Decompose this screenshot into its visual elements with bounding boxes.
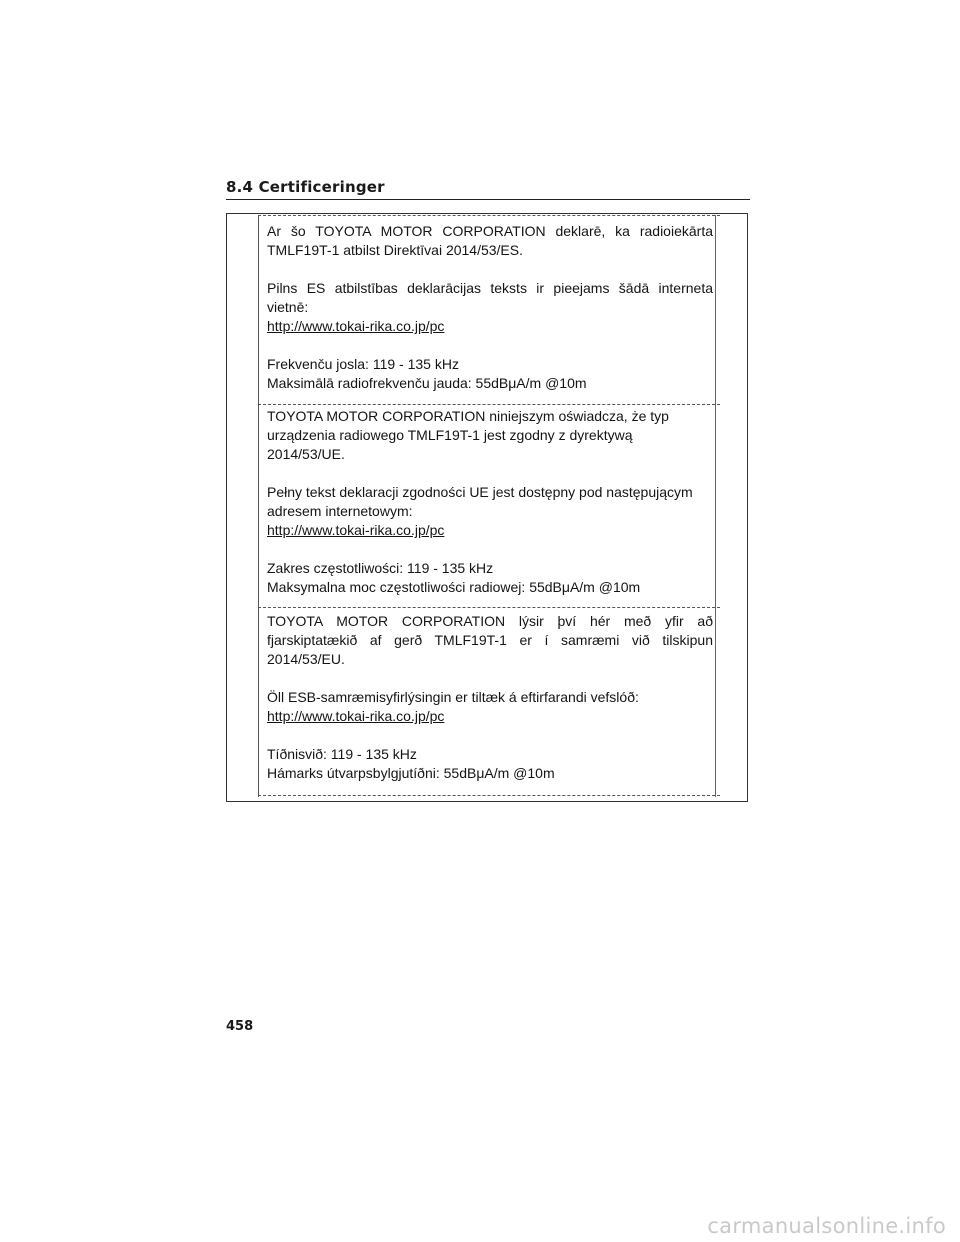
icelandic-power: Hámarks útvarpsbylgjutíðni: 55dBμA/m @10m — [267, 765, 555, 781]
icelandic-declaration-block — [267, 612, 713, 783]
divider-top — [258, 215, 720, 216]
icelandic-declaration-text: Öll ESB-samræmisyfirlýsingin er tiltæk á eftirfarandi vefslóð: — [267, 689, 639, 705]
icelandic-intro: TOYOTA MOTOR CORPORATION lýsir því hér með yfir að fjarskiptatækið af gerð TMLF19T-1 er í samræmi við tilskipun 2014/53/EU. — [267, 613, 713, 667]
polish-url-link[interactable]: http://www.tokai-rika.co.jp/pc — [267, 522, 445, 538]
icelandic-url-link[interactable]: http://www.tokai-rika.co.jp/pc — [267, 708, 445, 724]
title-rule — [226, 199, 750, 200]
polish-frequency: Zakres częstotliwości: 119 - 135 kHz — [267, 560, 494, 576]
page-number: 458 — [226, 1019, 254, 1034]
section-title: 8.4 Certificeringer — [226, 178, 385, 196]
polish-declaration-text: Pełny tekst deklaracji zgodności UE jest dostępny pod następującym adresem internetowym: — [267, 484, 693, 519]
latvian-url-link[interactable]: http://www.tokai-rika.co.jp/pc — [267, 318, 445, 334]
divider-polish-icelandic — [258, 607, 720, 608]
watermark: carmanualsonline.info — [707, 1214, 946, 1238]
divider-latvian-polish — [258, 404, 720, 405]
polish-power: Maksymalna moc częstotliwości radiowej: 55dBμA/m @10m — [267, 579, 641, 595]
divider-bottom — [258, 795, 720, 796]
latvian-power: Maksimālā radiofrekvenču jauda: 55dBμA/m @10m — [267, 375, 587, 391]
polish-declaration-block — [267, 407, 713, 597]
latvian-intro: Ar šo TOYOTA MOTOR CORPORATION deklarē, ka radioiekārta TMLF19T-1 atbilst Direktīvai 2014/53/ES. — [267, 223, 713, 258]
latvian-frequency: Frekvenču josla: 119 - 135 kHz — [267, 356, 459, 372]
polish-intro: TOYOTA MOTOR CORPORATION niniejszym oświadcza, że typ urządzenia radiowego TMLF19T-1 jest zgodny z dyrektywą 2014/53/UE. — [267, 408, 669, 462]
latvian-declaration-text: Pilns ES atbilstības deklarācijas teksts ir pieejams šādā interneta vietnē: — [267, 280, 713, 315]
latvian-declaration-block — [267, 222, 713, 393]
icelandic-frequency: Tíðnisvið: 119 - 135 kHz — [267, 746, 417, 762]
